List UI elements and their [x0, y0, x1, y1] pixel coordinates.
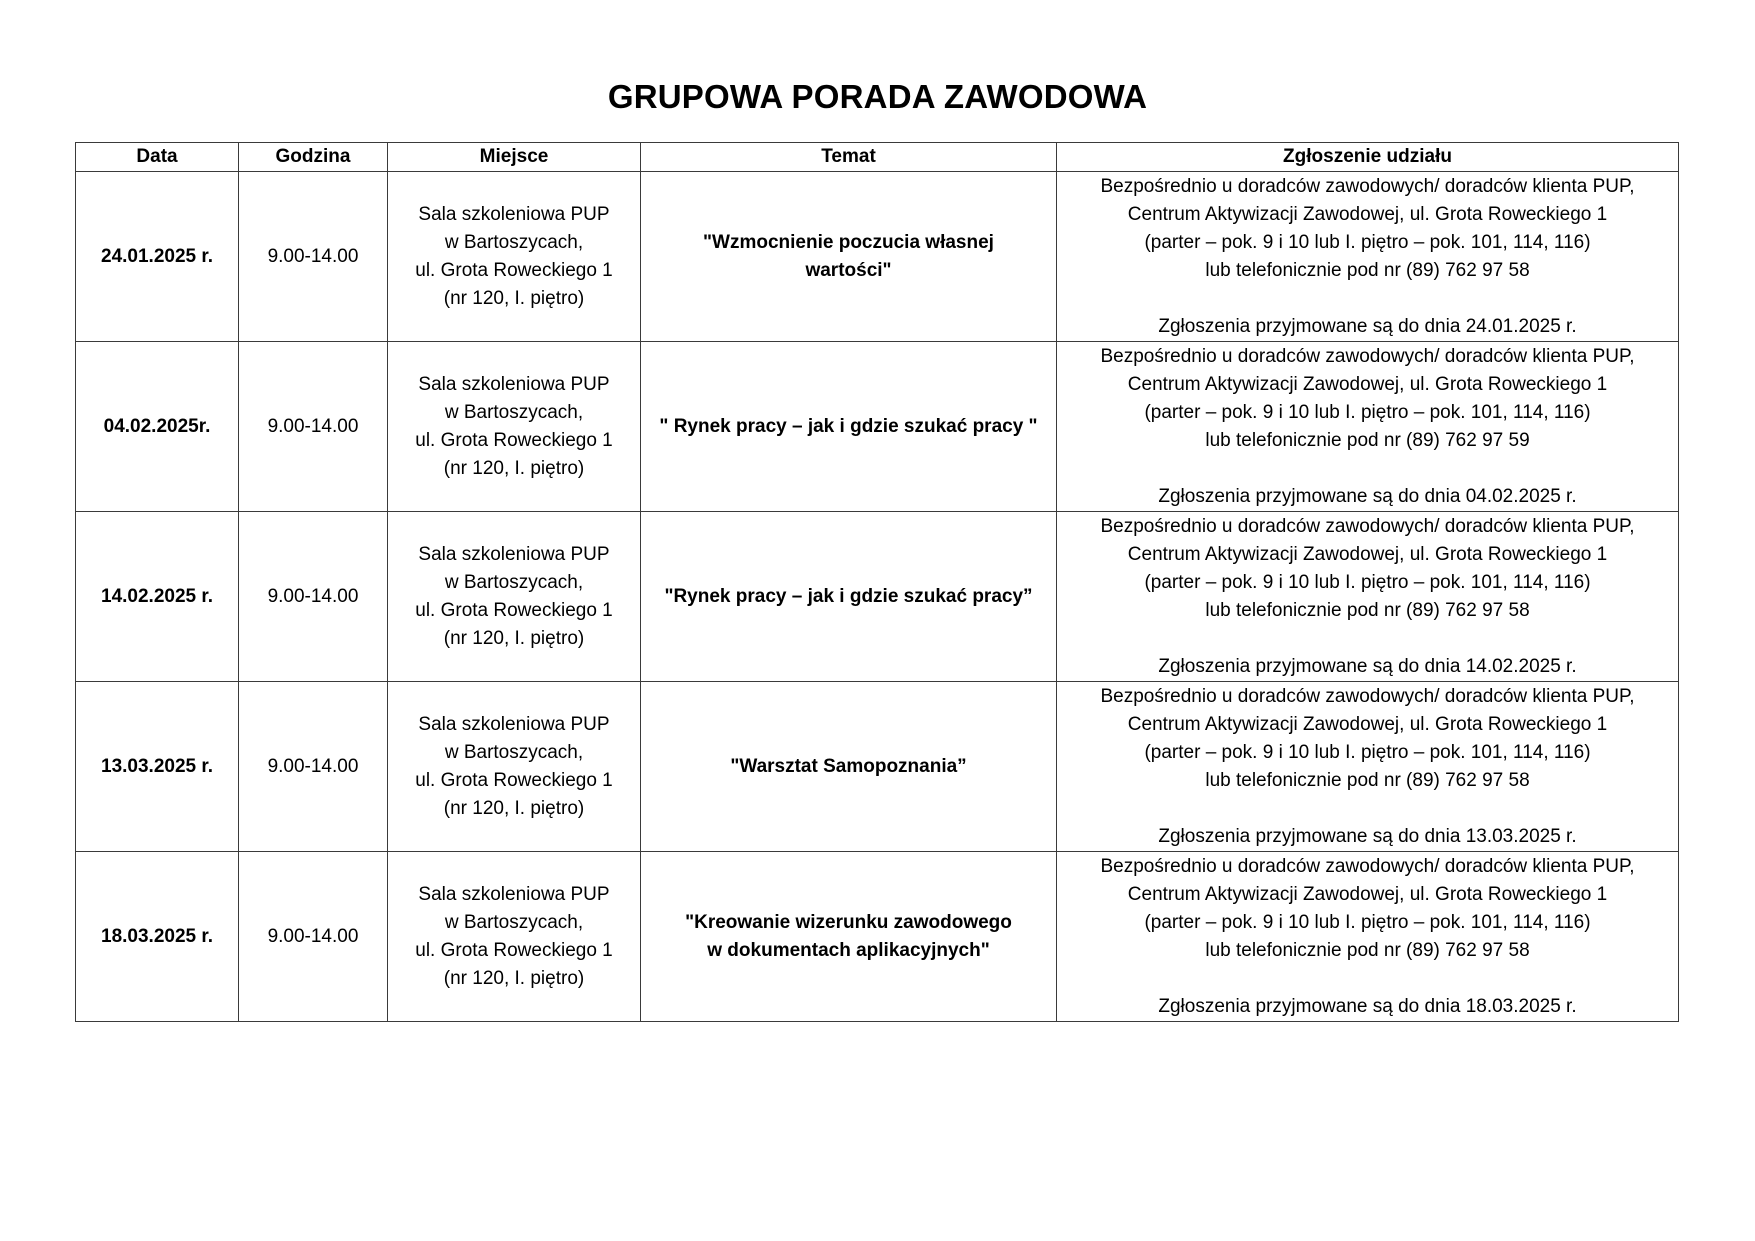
topic-line: "Kreowanie wizerunku zawodowego — [685, 911, 1012, 933]
place-cell — [388, 852, 641, 1022]
place-cell — [388, 172, 641, 342]
registration-line: lub telefonicznie pod nr (89) 762 97 59 — [1205, 429, 1530, 451]
schedule-table — [75, 142, 1679, 1022]
header-registration: Zgłoszenie udziału — [1057, 143, 1679, 172]
place-line: Sala szkoleniowa PUP — [418, 543, 610, 565]
place-cell — [388, 512, 641, 682]
place-line: w Bartoszycach, — [444, 231, 584, 253]
time-cell: 9.00-14.00 — [239, 682, 388, 852]
registration-deadline: Zgłoszenia przyjmowane są do dnia 04.02.2025 r. — [1158, 485, 1577, 507]
time-cell: 9.00-14.00 — [239, 852, 388, 1022]
registration-line: (parter – pok. 9 i 10 lub I. piętro – pok. 101, 114, 116) — [1144, 571, 1591, 593]
registration-line: Centrum Aktywizacji Zawodowej, ul. Grota Roweckiego 1 — [1127, 713, 1608, 735]
place-line: (nr 120, I. piętro) — [443, 967, 585, 989]
place-line: w Bartoszycach, — [444, 911, 584, 933]
registration-line: Bezpośrednio u doradców zawodowych/ doradców klienta PUP, — [1100, 685, 1635, 707]
registration-spacer — [1063, 625, 1672, 653]
registration-line: Bezpośrednio u doradców zawodowych/ doradców klienta PUP, — [1100, 855, 1635, 877]
registration-line: lub telefonicznie pod nr (89) 762 97 58 — [1205, 769, 1530, 791]
registration-line: (parter – pok. 9 i 10 lub I. piętro – pok. 101, 114, 116) — [1144, 401, 1591, 423]
topic-cell — [641, 342, 1057, 512]
table-row — [76, 852, 1679, 1022]
registration-spacer — [1063, 285, 1672, 313]
registration-line: Bezpośrednio u doradców zawodowych/ doradców klienta PUP, — [1100, 345, 1635, 367]
date-cell: 18.03.2025 r. — [76, 852, 239, 1022]
topic-line: w dokumentach aplikacyjnych" — [707, 939, 990, 961]
place-line: w Bartoszycach, — [444, 571, 584, 593]
registration-spacer — [1063, 965, 1672, 993]
registration-deadline: Zgłoszenia przyjmowane są do dnia 18.03.2025 r. — [1158, 995, 1577, 1017]
table-row — [76, 172, 1679, 342]
place-line: (nr 120, I. piętro) — [443, 797, 585, 819]
table-row — [76, 512, 1679, 682]
topic-line: "Wzmocnienie poczucia własnej — [703, 231, 994, 253]
page-title: GRUPOWA PORADA ZAWODOWA — [607, 78, 1148, 115]
place-line: ul. Grota Roweckiego 1 — [415, 939, 613, 961]
place-line: Sala szkoleniowa PUP — [418, 713, 610, 735]
registration-cell — [1057, 852, 1679, 1022]
place-line: ul. Grota Roweckiego 1 — [415, 769, 613, 791]
registration-line: Centrum Aktywizacji Zawodowej, ul. Grota Roweckiego 1 — [1127, 203, 1608, 225]
topic-cell — [641, 512, 1057, 682]
registration-line: Bezpośrednio u doradców zawodowych/ doradców klienta PUP, — [1100, 175, 1635, 197]
place-line: ul. Grota Roweckiego 1 — [415, 259, 613, 281]
place-line: Sala szkoleniowa PUP — [418, 373, 610, 395]
registration-spacer — [1063, 455, 1672, 483]
date-cell: 04.02.2025r. — [76, 342, 239, 512]
topic-line: "Rynek pracy – jak i gdzie szukać pracy” — [664, 585, 1033, 607]
time-cell: 9.00-14.00 — [239, 172, 388, 342]
place-line: (nr 120, I. piętro) — [443, 457, 585, 479]
registration-cell — [1057, 342, 1679, 512]
date-cell: 14.02.2025 r. — [76, 512, 239, 682]
place-line: w Bartoszycach, — [444, 741, 584, 763]
date-cell: 24.01.2025 r. — [76, 172, 239, 342]
registration-deadline: Zgłoszenia przyjmowane są do dnia 24.01.2025 r. — [1158, 315, 1577, 337]
registration-spacer — [1063, 795, 1672, 823]
place-line: Sala szkoleniowa PUP — [418, 203, 610, 225]
registration-cell — [1057, 682, 1679, 852]
time-cell: 9.00-14.00 — [239, 512, 388, 682]
place-line: Sala szkoleniowa PUP — [418, 883, 610, 905]
header-topic: Temat — [641, 143, 1057, 172]
topic-line: " Rynek pracy – jak i gdzie szukać pracy " — [659, 415, 1038, 437]
topic-cell — [641, 172, 1057, 342]
place-line: ul. Grota Roweckiego 1 — [415, 429, 613, 451]
registration-line: Centrum Aktywizacji Zawodowej, ul. Grota Roweckiego 1 — [1127, 543, 1608, 565]
registration-line: (parter – pok. 9 i 10 lub I. piętro – pok. 101, 114, 116) — [1144, 911, 1591, 933]
place-line: w Bartoszycach, — [444, 401, 584, 423]
registration-line: lub telefonicznie pod nr (89) 762 97 58 — [1205, 599, 1530, 621]
table-header-row — [76, 143, 1679, 172]
registration-cell — [1057, 512, 1679, 682]
header-time: Godzina — [239, 143, 388, 172]
table-row — [76, 342, 1679, 512]
registration-line: Centrum Aktywizacji Zawodowej, ul. Grota Roweckiego 1 — [1127, 373, 1608, 395]
registration-line: lub telefonicznie pod nr (89) 762 97 58 — [1205, 939, 1530, 961]
table-body — [76, 172, 1679, 1022]
registration-deadline: Zgłoszenia przyjmowane są do dnia 13.03.2025 r. — [1158, 825, 1577, 847]
registration-line: (parter – pok. 9 i 10 lub I. piętro – pok. 101, 114, 116) — [1144, 741, 1591, 763]
time-cell: 9.00-14.00 — [239, 342, 388, 512]
registration-line: lub telefonicznie pod nr (89) 762 97 58 — [1205, 259, 1530, 281]
place-line: (nr 120, I. piętro) — [443, 627, 585, 649]
registration-deadline: Zgłoszenia przyjmowane są do dnia 14.02.2025 r. — [1158, 655, 1577, 677]
registration-line: (parter – pok. 9 i 10 lub I. piętro – pok. 101, 114, 116) — [1144, 231, 1591, 253]
place-line: (nr 120, I. piętro) — [443, 287, 585, 309]
place-cell — [388, 342, 641, 512]
registration-line: Bezpośrednio u doradców zawodowych/ doradców klienta PUP, — [1100, 515, 1635, 537]
topic-cell — [641, 852, 1057, 1022]
topic-line: wartości" — [805, 259, 892, 281]
registration-cell — [1057, 172, 1679, 342]
date-cell: 13.03.2025 r. — [76, 682, 239, 852]
registration-line: Centrum Aktywizacji Zawodowej, ul. Grota Roweckiego 1 — [1127, 883, 1608, 905]
topic-line: "Warsztat Samopoznania” — [730, 755, 967, 777]
header-date: Data — [76, 143, 239, 172]
place-cell — [388, 682, 641, 852]
place-line: ul. Grota Roweckiego 1 — [415, 599, 613, 621]
topic-cell — [641, 682, 1057, 852]
header-place: Miejsce — [388, 143, 641, 172]
table-row — [76, 682, 1679, 852]
